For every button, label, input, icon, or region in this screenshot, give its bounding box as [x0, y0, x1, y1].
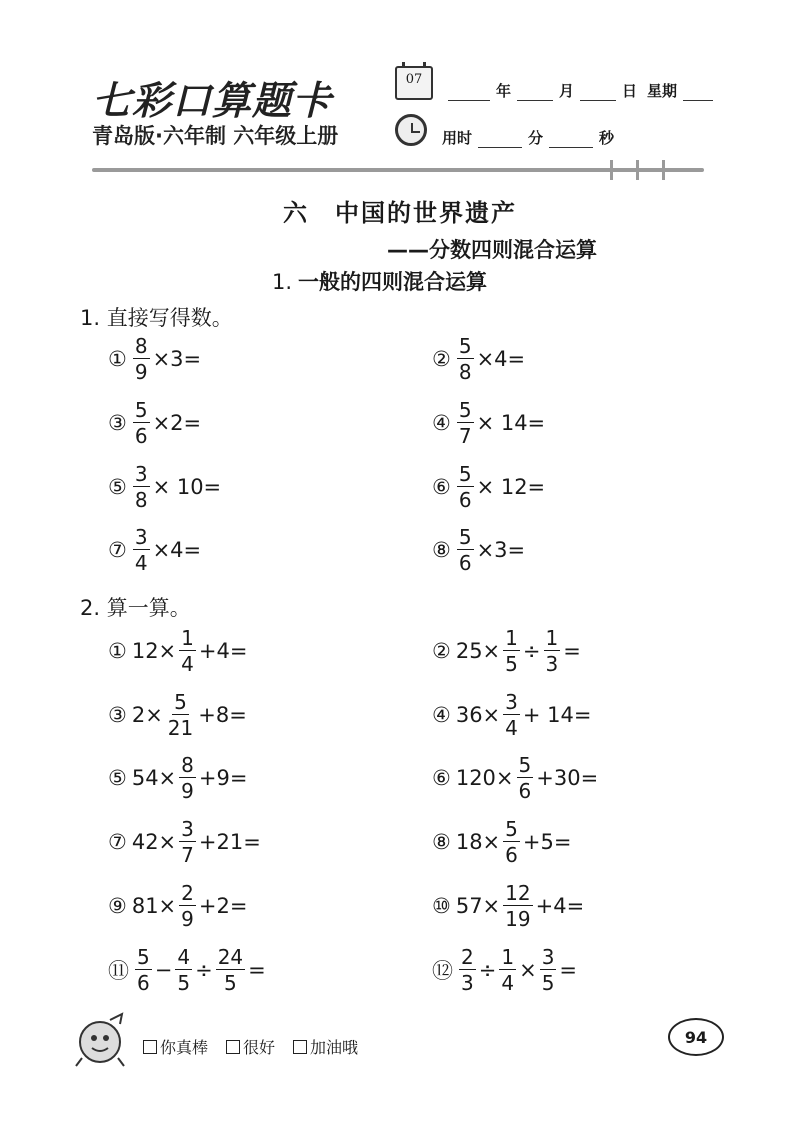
- problem-item: [432, 819, 572, 865]
- time-fields: [442, 127, 614, 148]
- denominator: 5: [224, 971, 237, 995]
- expression-text: +5=: [522, 830, 572, 854]
- denominator: 19: [505, 907, 531, 931]
- expression-text: 54×: [131, 766, 177, 790]
- fraction: [133, 336, 150, 382]
- expression-text: ×4=: [476, 347, 526, 371]
- problem-index: ⑧: [432, 538, 451, 562]
- denominator: 5: [177, 971, 191, 995]
- year-label: 年: [496, 82, 512, 100]
- fraction: [179, 819, 196, 865]
- denominator: 4: [505, 716, 518, 740]
- expression-text: ×3=: [152, 347, 202, 371]
- fraction: [166, 692, 195, 738]
- weekday-blank[interactable]: [683, 86, 713, 101]
- problem-item: [108, 527, 202, 573]
- expression-text: × 10=: [152, 475, 222, 499]
- fraction: [179, 628, 196, 674]
- checkbox-icon[interactable]: [293, 1040, 307, 1054]
- calendar-icon: [395, 66, 433, 100]
- fraction: [503, 628, 520, 674]
- section1-label: 1. 直接写得数。: [80, 306, 233, 330]
- denominator: 3: [461, 971, 474, 995]
- minutes-label: 分: [528, 129, 544, 147]
- problem-item: [108, 336, 202, 382]
- divider-tick: [610, 160, 613, 180]
- expression-text: × 12=: [476, 475, 546, 499]
- problem-item: [108, 819, 262, 865]
- problem-item: [432, 336, 526, 382]
- problem-index: ⑪: [108, 959, 129, 983]
- fraction: [135, 947, 152, 993]
- problem-item: [432, 692, 592, 738]
- numerator: 3: [541, 945, 555, 969]
- denominator: 4: [134, 551, 148, 575]
- expression-text: +9=: [198, 766, 248, 790]
- numerator: 3: [134, 525, 148, 549]
- expression-text: ÷: [478, 958, 497, 982]
- expression-text: +21=: [198, 830, 261, 854]
- expression-text: 36×: [455, 703, 501, 727]
- fraction: [133, 400, 150, 446]
- problem-item: [108, 464, 222, 510]
- date-fields: [442, 80, 719, 101]
- fraction: [179, 883, 196, 929]
- fraction: [175, 947, 192, 993]
- denominator: 6: [505, 843, 518, 867]
- numerator: 5: [174, 690, 187, 714]
- expression-text: × 14=: [476, 411, 546, 435]
- problem-item: [432, 883, 585, 929]
- fraction: [499, 947, 516, 993]
- problem-index: ⑧: [432, 830, 451, 854]
- problem-index: ①: [108, 639, 127, 663]
- problem-item: [432, 464, 546, 510]
- numerator: 8: [134, 334, 148, 358]
- numerator: 3: [181, 817, 194, 841]
- fraction: [544, 628, 561, 674]
- numerator: 5: [505, 817, 518, 841]
- denominator: 6: [518, 779, 532, 803]
- lesson-number: 1.: [272, 270, 293, 294]
- denominator: 8: [134, 488, 148, 512]
- expression-text: ÷: [522, 639, 541, 663]
- fraction: [457, 527, 474, 573]
- problem-index: ⑥: [432, 766, 451, 790]
- day-blank[interactable]: [580, 86, 616, 101]
- expression-text: =: [559, 958, 578, 982]
- problem-index: ⑤: [108, 475, 127, 499]
- numerator: 2: [181, 881, 194, 905]
- expression-text: 57×: [455, 894, 501, 918]
- expression-text: =: [248, 958, 266, 982]
- problem-index: ⑦: [108, 830, 127, 854]
- expression-text: ×4=: [152, 538, 202, 562]
- numerator: 4: [177, 945, 191, 969]
- numerator: 5: [458, 334, 472, 358]
- problem-item: [432, 527, 526, 573]
- problem-index: ③: [108, 703, 127, 727]
- expression-text: =: [563, 639, 581, 663]
- numerator: 5: [458, 462, 472, 486]
- expression-text: 81×: [131, 894, 177, 918]
- denominator: 6: [458, 551, 472, 575]
- denominator: 9: [134, 360, 148, 384]
- time-used-label: 用时: [442, 129, 473, 147]
- denominator: 6: [137, 971, 150, 995]
- denominator: 5: [541, 971, 555, 995]
- problem-index: ②: [432, 347, 451, 371]
- expression-text: + 14=: [522, 703, 592, 727]
- expression-text: ÷: [195, 958, 213, 982]
- expression-text: +4=: [535, 894, 585, 918]
- fraction: [517, 755, 534, 801]
- fraction: [503, 819, 520, 865]
- fraction: [457, 400, 474, 446]
- unit-subtitle: ——分数四则混合运算: [387, 238, 597, 262]
- numerator: 5: [458, 398, 472, 422]
- problem-index: ④: [432, 703, 451, 727]
- numerator: 2: [461, 945, 474, 969]
- edition-label: 青岛版·六年制 六年级上册: [92, 124, 339, 148]
- numerator: 5: [518, 753, 532, 777]
- expression-text: 42×: [131, 830, 177, 854]
- minutes-blank[interactable]: [478, 133, 522, 148]
- unit-title: 六 中国的世界遗产: [283, 199, 517, 227]
- fraction: [179, 755, 196, 801]
- expression-text: 120×: [455, 766, 514, 790]
- expression-text: 25×: [455, 639, 501, 663]
- expression-text: 18×: [455, 830, 501, 854]
- denominator: 6: [134, 424, 148, 448]
- problem-index: ⑤: [108, 766, 127, 790]
- denominator: 9: [181, 779, 194, 803]
- page-number: 94: [668, 1018, 724, 1056]
- denominator: 4: [181, 652, 194, 676]
- fraction: [133, 464, 150, 510]
- problem-item: [432, 628, 582, 674]
- expression-text: 2×: [131, 703, 163, 727]
- seconds-blank[interactable]: [549, 133, 593, 148]
- mascot-icon: [70, 1008, 132, 1070]
- day-label: 日: [622, 82, 638, 100]
- denominator: 6: [458, 488, 472, 512]
- fraction: [457, 464, 474, 510]
- month-label: 月: [559, 82, 575, 100]
- problem-item: [432, 947, 578, 993]
- numerator: 5: [458, 525, 472, 549]
- numerator: 3: [134, 462, 148, 486]
- expression-text: ×: [519, 958, 537, 982]
- denominator: 7: [458, 424, 472, 448]
- calendar-number: 07: [405, 72, 423, 87]
- numerator: 12: [505, 881, 531, 905]
- denominator: 5: [505, 652, 518, 676]
- problem-item: [108, 755, 248, 801]
- numerator: 24: [217, 945, 244, 969]
- problem-index: ⑦: [108, 538, 127, 562]
- numerator: 5: [134, 398, 148, 422]
- numerator: 3: [505, 690, 518, 714]
- fraction: [540, 947, 557, 993]
- expression-text: ×3=: [476, 538, 526, 562]
- denominator: 4: [501, 971, 515, 995]
- problem-index: ③: [108, 411, 127, 435]
- expression-text: +2=: [198, 894, 248, 918]
- denominator: 8: [458, 360, 472, 384]
- denominator: 9: [181, 907, 194, 931]
- problem-item: [108, 628, 248, 674]
- numerator: 5: [137, 945, 150, 969]
- checkbox-icon[interactable]: [143, 1040, 157, 1054]
- expression-text: ×2=: [152, 411, 202, 435]
- problem-index: ①: [108, 347, 127, 371]
- lesson-title: [272, 266, 487, 296]
- clock-icon: [395, 114, 427, 146]
- year-blank[interactable]: [448, 86, 490, 101]
- expression-text: 12×: [131, 639, 177, 663]
- numerator: 8: [181, 753, 194, 777]
- numerator: 1: [505, 626, 518, 650]
- brand-title: 七彩口算题卡: [92, 79, 333, 124]
- feedback-good[interactable]: 很好: [226, 1035, 275, 1058]
- fraction: [459, 947, 476, 993]
- numerator: 1: [545, 626, 559, 650]
- problem-index: ④: [432, 411, 451, 435]
- problem-index: ⑨: [108, 894, 127, 918]
- problem-index: ⑥: [432, 475, 451, 499]
- problem-item: [108, 692, 248, 738]
- problem-item: [108, 883, 248, 929]
- section2-label: 2. 算一算。: [80, 596, 191, 620]
- feedback-keep-going[interactable]: 加油哦: [293, 1035, 358, 1058]
- weekday-label: 星期: [647, 82, 678, 100]
- denominator: 3: [545, 652, 559, 676]
- problem-item: [432, 755, 599, 801]
- problem-item: [108, 947, 267, 993]
- fraction: [457, 336, 474, 382]
- numerator: 1: [501, 945, 515, 969]
- seconds-label: 秒: [599, 129, 615, 147]
- expression-text: +8=: [198, 703, 247, 727]
- problem-index: ⑫: [432, 959, 453, 983]
- feedback-options: [143, 1035, 358, 1058]
- expression-text: +4=: [198, 639, 248, 663]
- expression-text: +30=: [536, 766, 599, 790]
- denominator: 7: [181, 843, 194, 867]
- numerator: 1: [181, 626, 194, 650]
- month-blank[interactable]: [517, 86, 553, 101]
- fraction: [216, 947, 245, 993]
- feedback-excellent[interactable]: 你真棒: [143, 1035, 208, 1058]
- checkbox-icon[interactable]: [226, 1040, 240, 1054]
- problem-index: ⑩: [432, 894, 451, 918]
- problem-item: [432, 400, 546, 446]
- fraction: [503, 692, 520, 738]
- fraction: [503, 883, 532, 929]
- divider-tick: [636, 160, 639, 180]
- problem-index: ②: [432, 639, 451, 663]
- fraction: [133, 527, 150, 573]
- divider-tick: [662, 160, 665, 180]
- problem-item: [108, 400, 202, 446]
- lesson-text: 一般的四则混合运算: [298, 270, 488, 294]
- expression-text: −: [154, 958, 173, 982]
- denominator: 21: [167, 716, 194, 740]
